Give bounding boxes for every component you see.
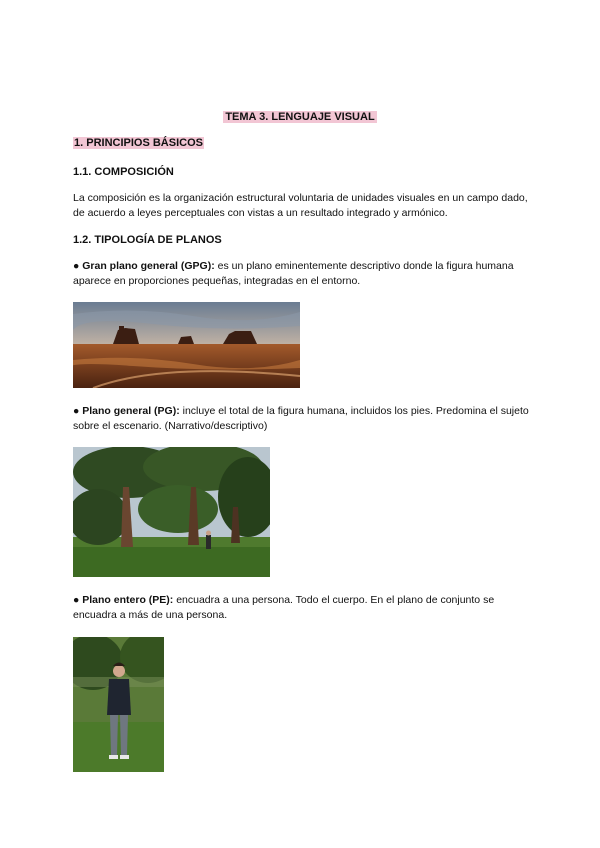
section-heading-principios: 1. PRINCIPIOS BÁSICOS (74, 137, 203, 149)
plano-gpg-desc: es un plano eminentemente descriptivo donde la figura humana aparece en proporciones pequeñas, integradas en el entorno. (73, 260, 514, 287)
document-title: TEMA 3. LENGUAJE VISUAL (225, 111, 375, 123)
plano-pg-paragraph (73, 404, 533, 434)
plano-pe-paragraph (73, 593, 533, 623)
plano-pe-term: ● Plano entero (PE): (73, 594, 174, 606)
photo-desert-monuments (73, 302, 300, 388)
plano-pe-desc: encuadra a una persona. Todo el cuerpo. En el plano de conjunto se encuadra a más de una persona. (73, 594, 495, 621)
plano-gpg-term: ● Gran plano general (GPG): (73, 260, 215, 272)
subheading-composicion: 1.1. COMPOSICIÓN (73, 166, 174, 178)
photo-standing-person (73, 637, 164, 772)
plano-gpg-paragraph (73, 259, 533, 289)
photo-forest-person (73, 447, 270, 577)
plano-pg-desc: incluye el total de la figura humana, incluidos los pies. Predomina el sujeto sobre el escenario. (Narrativo/descriptivo) (73, 405, 529, 432)
subheading-tipologia: 1.2. TIPOLOGÍA DE PLANOS (73, 234, 222, 246)
composicion-paragraph: La composición es la organización estructural voluntaria de unidades visuales en un campo dado, de acuerdo a leyes perceptuales con vistas a un resultado integrado y armónico. (73, 192, 528, 219)
plano-pg-term: ● Plano general (PG): (73, 405, 180, 417)
